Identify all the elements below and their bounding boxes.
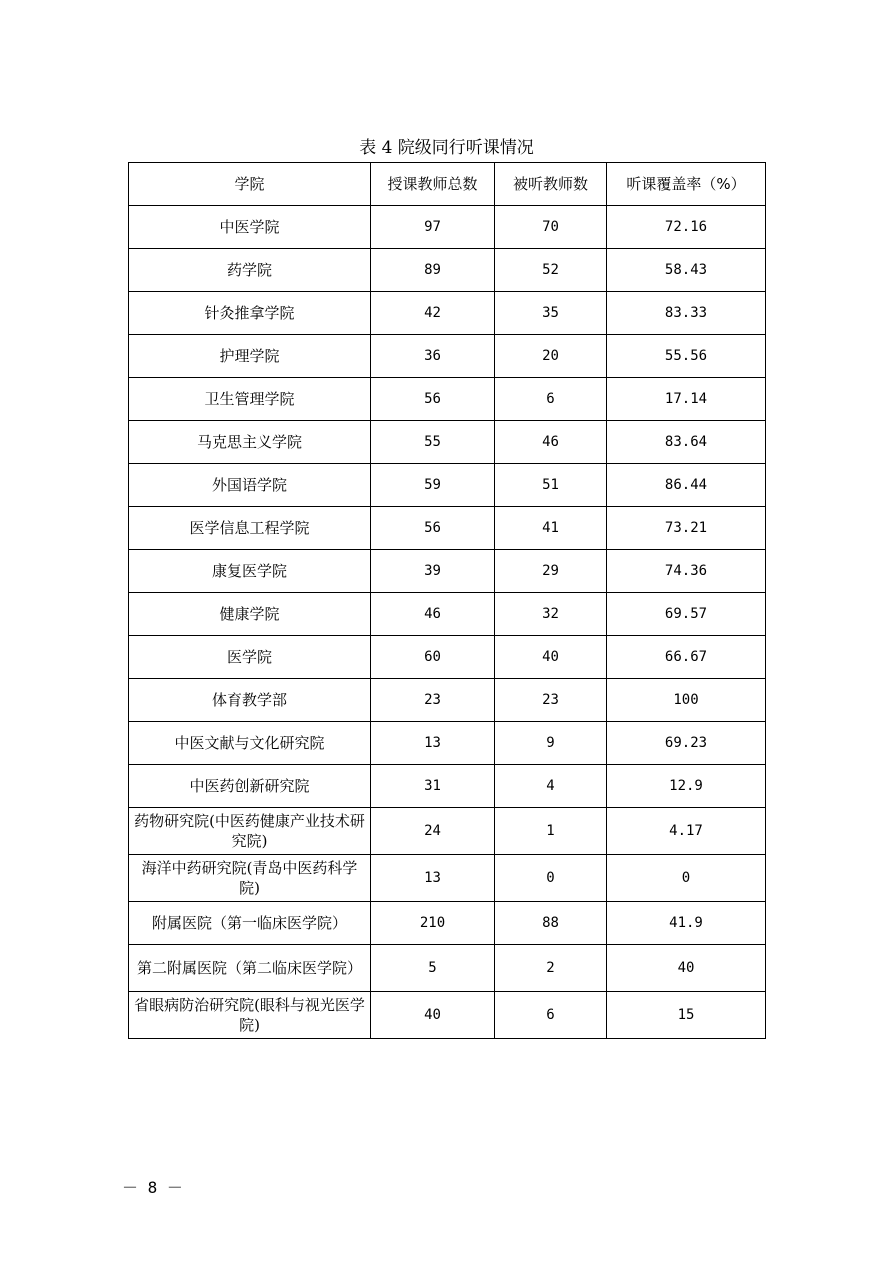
cell-coverage-rate: 41.9	[607, 902, 766, 945]
cell-observed-teachers: 20	[495, 335, 607, 378]
cell-observed-teachers: 23	[495, 679, 607, 722]
cell-college: 体育教学部	[129, 679, 371, 722]
cell-observed-teachers: 1	[495, 808, 607, 855]
header-coverage-rate: 听课覆盖率（%）	[607, 163, 766, 206]
cell-observed-teachers: 40	[495, 636, 607, 679]
cell-college: 中医药创新研究院	[129, 765, 371, 808]
cell-college: 药学院	[129, 249, 371, 292]
cell-observed-teachers: 9	[495, 722, 607, 765]
cell-college: 医学院	[129, 636, 371, 679]
cell-coverage-rate: 83.33	[607, 292, 766, 335]
cell-observed-teachers: 88	[495, 902, 607, 945]
cell-total-teachers: 39	[371, 550, 495, 593]
cell-college: 药物研究院(中医药健康产业技术研究院)	[129, 808, 371, 855]
cell-total-teachers: 89	[371, 249, 495, 292]
table-row	[129, 992, 766, 1039]
cell-total-teachers: 46	[371, 593, 495, 636]
table-header-row	[129, 163, 766, 206]
cell-total-teachers: 40	[371, 992, 495, 1039]
cell-coverage-rate: 74.36	[607, 550, 766, 593]
header-college: 学院	[129, 163, 371, 206]
cell-total-teachers: 31	[371, 765, 495, 808]
cell-total-teachers: 24	[371, 808, 495, 855]
cell-observed-teachers: 51	[495, 464, 607, 507]
cell-coverage-rate: 73.21	[607, 507, 766, 550]
cell-total-teachers: 55	[371, 421, 495, 464]
cell-observed-teachers: 32	[495, 593, 607, 636]
cell-college: 卫生管理学院	[129, 378, 371, 421]
cell-observed-teachers: 41	[495, 507, 607, 550]
cell-observed-teachers: 70	[495, 206, 607, 249]
cell-coverage-rate: 72.16	[607, 206, 766, 249]
cell-observed-teachers: 0	[495, 855, 607, 902]
cell-total-teachers: 5	[371, 945, 495, 992]
header-observed-teachers: 被听教师数	[495, 163, 607, 206]
cell-college: 海洋中药研究院(青岛中医药科学院)	[129, 855, 371, 902]
table-row	[129, 507, 766, 550]
table-row	[129, 421, 766, 464]
cell-coverage-rate: 83.64	[607, 421, 766, 464]
table-row	[129, 808, 766, 855]
table-row	[129, 206, 766, 249]
cell-college: 附属医院（第一临床医学院）	[129, 902, 371, 945]
table-row	[129, 765, 766, 808]
cell-total-teachers: 56	[371, 378, 495, 421]
table-row	[129, 335, 766, 378]
cell-college: 第二附属医院（第二临床医学院）	[129, 945, 371, 992]
cell-coverage-rate: 55.56	[607, 335, 766, 378]
cell-observed-teachers: 52	[495, 249, 607, 292]
cell-observed-teachers: 4	[495, 765, 607, 808]
cell-college: 外国语学院	[129, 464, 371, 507]
cell-college: 针灸推拿学院	[129, 292, 371, 335]
cell-college: 中医学院	[129, 206, 371, 249]
cell-total-teachers: 13	[371, 722, 495, 765]
cell-total-teachers: 60	[371, 636, 495, 679]
cell-observed-teachers: 2	[495, 945, 607, 992]
table-row	[129, 679, 766, 722]
header-total-teachers: 授课教师总数	[371, 163, 495, 206]
cell-observed-teachers: 6	[495, 992, 607, 1039]
cell-coverage-rate: 0	[607, 855, 766, 902]
cell-total-teachers: 36	[371, 335, 495, 378]
cell-coverage-rate: 69.23	[607, 722, 766, 765]
cell-total-teachers: 56	[371, 507, 495, 550]
table-row	[129, 378, 766, 421]
cell-total-teachers: 13	[371, 855, 495, 902]
table-row	[129, 722, 766, 765]
table-row	[129, 464, 766, 507]
table-row	[129, 593, 766, 636]
peer-observation-table	[128, 162, 766, 1039]
cell-coverage-rate: 40	[607, 945, 766, 992]
cell-college: 医学信息工程学院	[129, 507, 371, 550]
table-body	[129, 206, 766, 1039]
cell-total-teachers: 59	[371, 464, 495, 507]
cell-college: 健康学院	[129, 593, 371, 636]
table-row	[129, 902, 766, 945]
cell-college: 护理学院	[129, 335, 371, 378]
page-number: － 8 －	[122, 1178, 183, 1197]
cell-total-teachers: 97	[371, 206, 495, 249]
table-row	[129, 249, 766, 292]
table-row	[129, 945, 766, 992]
cell-college: 康复医学院	[129, 550, 371, 593]
cell-coverage-rate: 86.44	[607, 464, 766, 507]
cell-college: 省眼病防治研究院(眼科与视光医学院)	[129, 992, 371, 1039]
table-row	[129, 636, 766, 679]
cell-coverage-rate: 12.9	[607, 765, 766, 808]
cell-observed-teachers: 29	[495, 550, 607, 593]
table-caption: 表 4 院级同行听课情况	[359, 138, 534, 158]
cell-total-teachers: 23	[371, 679, 495, 722]
cell-coverage-rate: 66.67	[607, 636, 766, 679]
cell-observed-teachers: 46	[495, 421, 607, 464]
cell-total-teachers: 42	[371, 292, 495, 335]
cell-college: 中医文献与文化研究院	[129, 722, 371, 765]
cell-observed-teachers: 35	[495, 292, 607, 335]
cell-total-teachers: 210	[371, 902, 495, 945]
cell-college: 马克思主义学院	[129, 421, 371, 464]
cell-observed-teachers: 6	[495, 378, 607, 421]
cell-coverage-rate: 100	[607, 679, 766, 722]
cell-coverage-rate: 69.57	[607, 593, 766, 636]
cell-coverage-rate: 17.14	[607, 378, 766, 421]
cell-coverage-rate: 4.17	[607, 808, 766, 855]
table-row	[129, 292, 766, 335]
table-row	[129, 855, 766, 902]
cell-coverage-rate: 58.43	[607, 249, 766, 292]
table-row	[129, 550, 766, 593]
cell-coverage-rate: 15	[607, 992, 766, 1039]
